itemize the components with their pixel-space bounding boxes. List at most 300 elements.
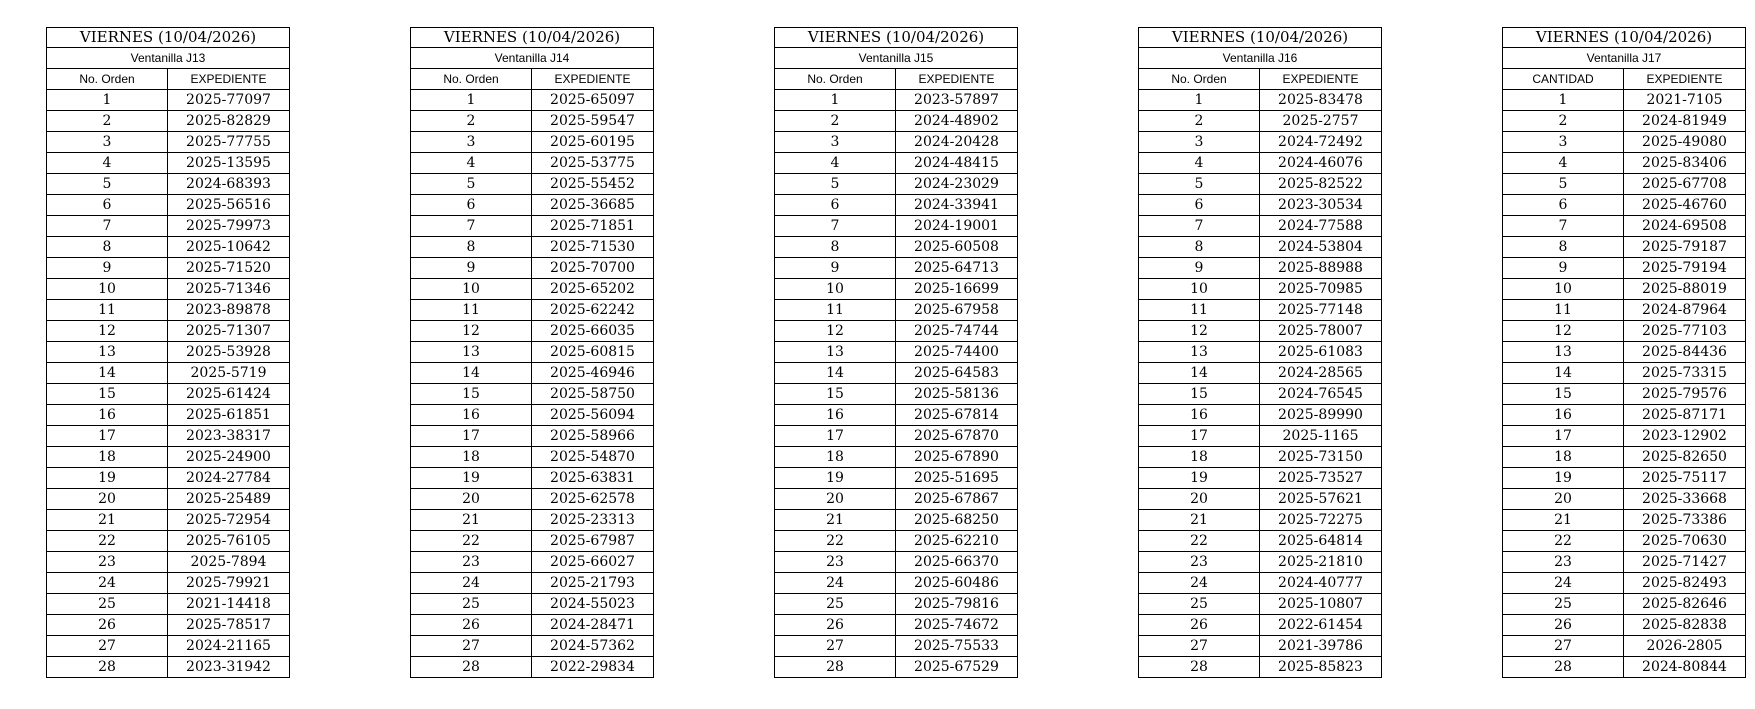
table-row: [1139, 279, 1382, 300]
table-row: [47, 342, 290, 363]
table-body: [1503, 90, 1746, 678]
table-row: [1503, 237, 1746, 258]
table-row: [1139, 300, 1382, 321]
order-number-cell: 7: [775, 216, 896, 237]
ventanilla-table: [1502, 27, 1745, 678]
order-number-cell: 18: [775, 447, 896, 468]
table-row: [1139, 552, 1382, 573]
expediente-cell: 2025-74672: [896, 615, 1018, 636]
table-row: [775, 489, 1018, 510]
expediente-cell: 2024-76545: [1260, 384, 1382, 405]
table-row: [47, 573, 290, 594]
order-number-cell: 6: [411, 195, 532, 216]
table-row: [411, 552, 654, 573]
order-number-cell: 20: [411, 489, 532, 510]
table-row: [1139, 657, 1382, 678]
table-subtitle: Ventanilla J14: [411, 48, 654, 69]
table-row: [1139, 321, 1382, 342]
order-number-cell: 27: [1503, 636, 1624, 657]
table-subtitle: Ventanilla J15: [775, 48, 1018, 69]
expediente-cell: 2025-62242: [532, 300, 654, 321]
table-row: [47, 405, 290, 426]
order-number-cell: 28: [1503, 657, 1624, 678]
expediente-cell: 2025-70700: [532, 258, 654, 279]
table-row: [775, 384, 1018, 405]
order-number-cell: 28: [411, 657, 532, 678]
order-number-cell: 14: [1503, 363, 1624, 384]
table-subtitle: Ventanilla J13: [47, 48, 290, 69]
order-number-cell: 13: [1503, 342, 1624, 363]
expediente-cell: 2025-79973: [168, 216, 290, 237]
order-number-cell: 28: [1139, 657, 1260, 678]
table-row: [411, 426, 654, 447]
table-title: VIERNES (10/04/2026): [1139, 28, 1382, 48]
table-row: [47, 510, 290, 531]
order-number-cell: 5: [411, 174, 532, 195]
expediente-cell: 2025-74400: [896, 342, 1018, 363]
expediente-cell: 2024-20428: [896, 132, 1018, 153]
expediente-cell: 2024-48902: [896, 111, 1018, 132]
order-number-cell: 11: [1503, 300, 1624, 321]
order-number-cell: 12: [775, 321, 896, 342]
table-row: [775, 510, 1018, 531]
expediente-cell: 2025-73527: [1260, 468, 1382, 489]
table-row: [411, 594, 654, 615]
order-number-cell: 19: [411, 468, 532, 489]
table-row: [775, 195, 1018, 216]
order-number-cell: 2: [1139, 111, 1260, 132]
table-row: [775, 657, 1018, 678]
expediente-cell: 2023-30534: [1260, 195, 1382, 216]
order-number-cell: 1: [775, 90, 896, 111]
order-number-cell: 23: [1503, 552, 1624, 573]
table-row: [775, 636, 1018, 657]
expediente-cell: 2024-48415: [896, 153, 1018, 174]
order-number-cell: 21: [1139, 510, 1260, 531]
table-row: [411, 384, 654, 405]
order-number-cell: 15: [1139, 384, 1260, 405]
order-number-cell: 15: [411, 384, 532, 405]
table-row: [411, 657, 654, 678]
table-row: [411, 90, 654, 111]
order-number-cell: 6: [1139, 195, 1260, 216]
table-row: [1503, 90, 1746, 111]
expediente-cell: 2024-19001: [896, 216, 1018, 237]
schedule-table: [774, 27, 1018, 678]
expediente-cell: 2025-36685: [532, 195, 654, 216]
table-row: [1139, 363, 1382, 384]
order-number-cell: 17: [47, 426, 168, 447]
order-number-cell: 18: [411, 447, 532, 468]
order-number-cell: 13: [775, 342, 896, 363]
order-number-cell: 3: [411, 132, 532, 153]
expediente-cell: 2025-67708: [1624, 174, 1746, 195]
table-row: [775, 594, 1018, 615]
table-subtitle: Ventanilla J17: [1503, 48, 1746, 69]
order-number-cell: 5: [47, 174, 168, 195]
expediente-cell: 2025-64814: [1260, 531, 1382, 552]
table-row: [47, 636, 290, 657]
expediente-cell: 2025-82522: [1260, 174, 1382, 195]
expediente-cell: 2025-62578: [532, 489, 654, 510]
order-number-cell: 2: [1503, 111, 1624, 132]
expediente-cell: 2025-33668: [1624, 489, 1746, 510]
order-number-cell: 25: [1503, 594, 1624, 615]
order-number-cell: 4: [411, 153, 532, 174]
expediente-cell: 2025-72954: [168, 510, 290, 531]
expediente-cell: 2024-23029: [896, 174, 1018, 195]
expediente-cell: 2025-77148: [1260, 300, 1382, 321]
ventanilla-table: [1138, 27, 1381, 678]
expediente-cell: 2025-53928: [168, 342, 290, 363]
table-row: [1503, 216, 1746, 237]
order-number-cell: 25: [411, 594, 532, 615]
expediente-cell: 2025-77097: [168, 90, 290, 111]
expediente-cell: 2025-67867: [896, 489, 1018, 510]
order-number-cell: 16: [775, 405, 896, 426]
table-row: [1503, 153, 1746, 174]
expediente-cell: 2025-59547: [532, 111, 654, 132]
expediente-cell: 2025-61083: [1260, 342, 1382, 363]
table-row: [1139, 216, 1382, 237]
expediente-cell: 2025-71307: [168, 321, 290, 342]
expediente-cell: 2023-12902: [1624, 426, 1746, 447]
order-number-cell: 23: [47, 552, 168, 573]
expediente-cell: 2021-39786: [1260, 636, 1382, 657]
order-number-cell: 7: [1139, 216, 1260, 237]
order-number-cell: 10: [775, 279, 896, 300]
table-row: [47, 552, 290, 573]
expediente-cell: 2022-29834: [532, 657, 654, 678]
order-number-cell: 5: [1139, 174, 1260, 195]
expediente-cell: 2025-60486: [896, 573, 1018, 594]
table-row: [47, 195, 290, 216]
order-number-cell: 4: [1139, 153, 1260, 174]
expediente-cell: 2025-87171: [1624, 405, 1746, 426]
table-row: [411, 342, 654, 363]
expediente-cell: 2025-58136: [896, 384, 1018, 405]
expediente-cell: 2025-51695: [896, 468, 1018, 489]
order-number-cell: 16: [1503, 405, 1624, 426]
table-row: [1503, 195, 1746, 216]
order-number-cell: 26: [47, 615, 168, 636]
table-row: [1503, 300, 1746, 321]
table-row: [775, 342, 1018, 363]
order-number-cell: 3: [47, 132, 168, 153]
table-row: [1503, 531, 1746, 552]
table-subtitle: Ventanilla J16: [1139, 48, 1382, 69]
expediente-cell: 2025-71427: [1624, 552, 1746, 573]
table-row: [775, 615, 1018, 636]
expediente-cell: 2022-61454: [1260, 615, 1382, 636]
expediente-cell: 2025-77103: [1624, 321, 1746, 342]
order-number-cell: 13: [47, 342, 168, 363]
order-number-cell: 17: [775, 426, 896, 447]
expediente-cell: 2024-77588: [1260, 216, 1382, 237]
order-number-cell: 15: [47, 384, 168, 405]
table-row: [775, 237, 1018, 258]
table-row: [1139, 405, 1382, 426]
table-row: [47, 657, 290, 678]
table-row: [1139, 573, 1382, 594]
column-header-expediente: EXPEDIENTE: [532, 69, 654, 90]
order-number-cell: 24: [775, 573, 896, 594]
expediente-cell: 2025-79816: [896, 594, 1018, 615]
order-number-cell: 4: [775, 153, 896, 174]
expediente-cell: 2025-79921: [168, 573, 290, 594]
table-row: [1139, 111, 1382, 132]
expediente-cell: 2024-69508: [1624, 216, 1746, 237]
order-number-cell: 10: [1139, 279, 1260, 300]
table-row: [47, 531, 290, 552]
expediente-cell: 2025-71851: [532, 216, 654, 237]
table-row: [1139, 447, 1382, 468]
order-number-cell: 20: [1503, 489, 1624, 510]
order-number-cell: 24: [47, 573, 168, 594]
order-number-cell: 8: [411, 237, 532, 258]
order-number-cell: 22: [775, 531, 896, 552]
expediente-cell: 2025-67814: [896, 405, 1018, 426]
order-number-cell: 18: [1139, 447, 1260, 468]
table-row: [775, 405, 1018, 426]
order-number-cell: 9: [1139, 258, 1260, 279]
expediente-cell: 2023-57897: [896, 90, 1018, 111]
order-number-cell: 8: [1139, 237, 1260, 258]
table-row: [1503, 111, 1746, 132]
expediente-cell: 2025-67958: [896, 300, 1018, 321]
table-row: [47, 447, 290, 468]
table-row: [47, 384, 290, 405]
order-number-cell: 9: [411, 258, 532, 279]
order-number-cell: 12: [411, 321, 532, 342]
table-row: [47, 426, 290, 447]
expediente-cell: 2025-82829: [168, 111, 290, 132]
expediente-cell: 2025-73315: [1624, 363, 1746, 384]
order-number-cell: 26: [1139, 615, 1260, 636]
table-row: [1503, 384, 1746, 405]
table-row: [1503, 132, 1746, 153]
table-row: [775, 258, 1018, 279]
order-number-cell: 3: [1139, 132, 1260, 153]
order-number-cell: 23: [775, 552, 896, 573]
expediente-cell: 2025-82838: [1624, 615, 1746, 636]
table-row: [411, 237, 654, 258]
expediente-cell: 2025-21793: [532, 573, 654, 594]
table-row: [775, 216, 1018, 237]
table-row: [1503, 363, 1746, 384]
table-row: [47, 300, 290, 321]
order-number-cell: 26: [775, 615, 896, 636]
expediente-cell: 2025-68250: [896, 510, 1018, 531]
table-row: [411, 279, 654, 300]
order-number-cell: 7: [411, 216, 532, 237]
expediente-cell: 2025-66027: [532, 552, 654, 573]
table-row: [775, 447, 1018, 468]
order-number-cell: 18: [47, 447, 168, 468]
expediente-cell: 2025-23313: [532, 510, 654, 531]
expediente-cell: 2025-88019: [1624, 279, 1746, 300]
order-number-cell: 22: [1139, 531, 1260, 552]
expediente-cell: 2024-68393: [168, 174, 290, 195]
expediente-cell: 2025-83406: [1624, 153, 1746, 174]
expediente-cell: 2025-73386: [1624, 510, 1746, 531]
order-number-cell: 1: [1503, 90, 1624, 111]
order-number-cell: 4: [47, 153, 168, 174]
expediente-cell: 2025-70630: [1624, 531, 1746, 552]
table-row: [47, 363, 290, 384]
order-number-cell: 27: [411, 636, 532, 657]
expediente-cell: 2025-84436: [1624, 342, 1746, 363]
order-number-cell: 12: [47, 321, 168, 342]
table-row: [1139, 531, 1382, 552]
order-number-cell: 27: [47, 636, 168, 657]
table-body: [411, 90, 654, 678]
table-row: [1503, 489, 1746, 510]
expediente-cell: 2025-61424: [168, 384, 290, 405]
column-header-expediente: EXPEDIENTE: [168, 69, 290, 90]
order-number-cell: 21: [47, 510, 168, 531]
order-number-cell: 24: [411, 573, 532, 594]
table-row: [47, 321, 290, 342]
expediente-cell: 2025-74744: [896, 321, 1018, 342]
table-row: [411, 195, 654, 216]
schedule-table: [46, 27, 290, 678]
table-row: [47, 216, 290, 237]
order-number-cell: 6: [1503, 195, 1624, 216]
order-number-cell: 3: [775, 132, 896, 153]
order-number-cell: 3: [1503, 132, 1624, 153]
table-row: [47, 258, 290, 279]
expediente-cell: 2025-46760: [1624, 195, 1746, 216]
table-row: [1503, 447, 1746, 468]
order-number-cell: 7: [47, 216, 168, 237]
expediente-cell: 2025-79194: [1624, 258, 1746, 279]
column-header-order: No. Orden: [47, 69, 168, 90]
order-number-cell: 2: [47, 111, 168, 132]
table-row: [47, 153, 290, 174]
expediente-cell: 2025-16699: [896, 279, 1018, 300]
table-row: [775, 321, 1018, 342]
order-number-cell: 1: [411, 90, 532, 111]
expediente-cell: 2025-67987: [532, 531, 654, 552]
expediente-cell: 2024-72492: [1260, 132, 1382, 153]
table-row: [1503, 510, 1746, 531]
order-number-cell: 25: [775, 594, 896, 615]
table-row: [775, 552, 1018, 573]
order-number-cell: 27: [1139, 636, 1260, 657]
order-number-cell: 11: [47, 300, 168, 321]
expediente-cell: 2025-65202: [532, 279, 654, 300]
table-row: [1139, 237, 1382, 258]
ventanilla-table: [46, 27, 289, 678]
order-number-cell: 2: [411, 111, 532, 132]
expediente-cell: 2025-78007: [1260, 321, 1382, 342]
expediente-cell: 2024-33941: [896, 195, 1018, 216]
table-row: [47, 111, 290, 132]
table-title: VIERNES (10/04/2026): [411, 28, 654, 48]
table-row: [411, 321, 654, 342]
order-number-cell: 12: [1139, 321, 1260, 342]
order-number-cell: 18: [1503, 447, 1624, 468]
table-row: [1503, 552, 1746, 573]
order-number-cell: 26: [411, 615, 532, 636]
expediente-cell: 2025-66035: [532, 321, 654, 342]
expediente-cell: 2025-10807: [1260, 594, 1382, 615]
table-row: [775, 531, 1018, 552]
table-row: [1503, 426, 1746, 447]
order-number-cell: 17: [1139, 426, 1260, 447]
order-number-cell: 26: [1503, 615, 1624, 636]
table-row: [1139, 153, 1382, 174]
expediente-cell: 2025-56094: [532, 405, 654, 426]
expediente-cell: 2025-58750: [532, 384, 654, 405]
table-row: [411, 573, 654, 594]
order-number-cell: 15: [775, 384, 896, 405]
expediente-cell: 2025-61851: [168, 405, 290, 426]
table-row: [1139, 90, 1382, 111]
table-row: [775, 363, 1018, 384]
table-title: VIERNES (10/04/2026): [1503, 28, 1746, 48]
order-number-cell: 14: [47, 363, 168, 384]
order-number-cell: 16: [47, 405, 168, 426]
order-number-cell: 22: [47, 531, 168, 552]
expediente-cell: 2024-27784: [168, 468, 290, 489]
table-row: [47, 489, 290, 510]
ventanilla-table: [774, 27, 1017, 678]
expediente-cell: 2025-62210: [896, 531, 1018, 552]
table-row: [47, 615, 290, 636]
order-number-cell: 11: [775, 300, 896, 321]
expediente-cell: 2025-54870: [532, 447, 654, 468]
order-number-cell: 28: [47, 657, 168, 678]
expediente-cell: 2025-71346: [168, 279, 290, 300]
table-row: [47, 90, 290, 111]
expediente-cell: 2025-55452: [532, 174, 654, 195]
table-row: [1503, 258, 1746, 279]
order-number-cell: 10: [47, 279, 168, 300]
order-number-cell: 28: [775, 657, 896, 678]
order-number-cell: 2: [775, 111, 896, 132]
column-header-expediente: EXPEDIENTE: [896, 69, 1018, 90]
table-row: [1503, 615, 1746, 636]
table-row: [1139, 195, 1382, 216]
order-number-cell: 16: [411, 405, 532, 426]
table-row: [411, 363, 654, 384]
table-row: [1503, 636, 1746, 657]
expediente-cell: 2025-88988: [1260, 258, 1382, 279]
expediente-cell: 2021-7105: [1624, 90, 1746, 111]
order-number-cell: 21: [1503, 510, 1624, 531]
expediente-cell: 2025-25489: [168, 489, 290, 510]
order-number-cell: 20: [775, 489, 896, 510]
order-number-cell: 8: [775, 237, 896, 258]
expediente-cell: 2024-40777: [1260, 573, 1382, 594]
order-number-cell: 19: [47, 468, 168, 489]
order-number-cell: 5: [775, 174, 896, 195]
table-row: [775, 573, 1018, 594]
expediente-cell: 2024-28565: [1260, 363, 1382, 384]
expediente-cell: 2023-38317: [168, 426, 290, 447]
expediente-cell: 2025-5719: [168, 363, 290, 384]
expediente-cell: 2025-89990: [1260, 405, 1382, 426]
table-row: [47, 279, 290, 300]
order-number-cell: 16: [1139, 405, 1260, 426]
order-number-cell: 20: [47, 489, 168, 510]
table-row: [411, 510, 654, 531]
order-number-cell: 1: [47, 90, 168, 111]
order-number-cell: 17: [1503, 426, 1624, 447]
order-number-cell: 9: [775, 258, 896, 279]
